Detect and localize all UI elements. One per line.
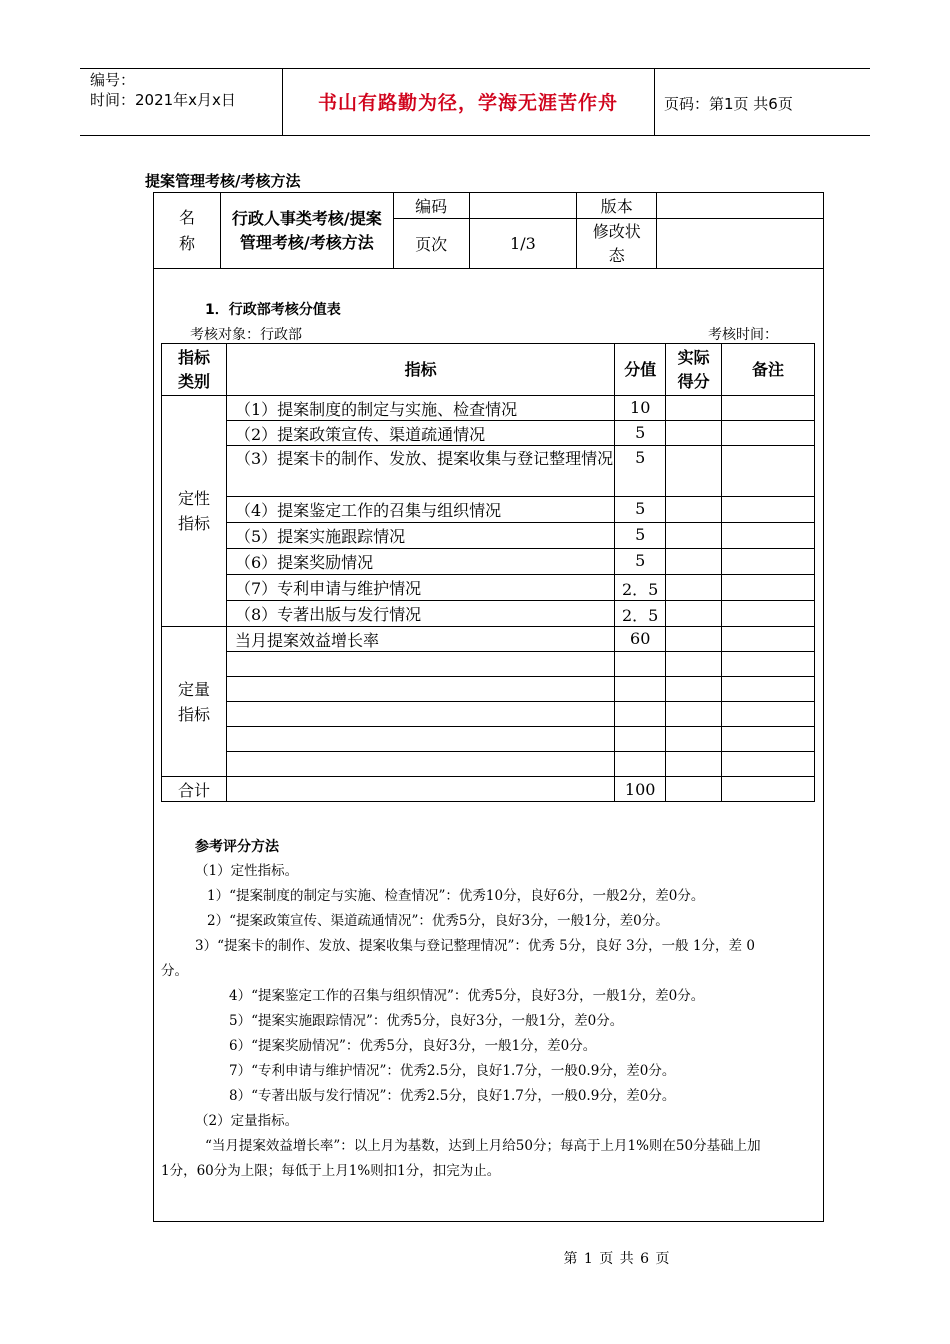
table-row [162,575,815,601]
quantitative-label: 定量指标 [177,679,210,724]
header-remark: 备注 [722,344,815,396]
info-name-value-cell [220,193,393,269]
score-cell: 2．5 [615,601,666,627]
table-row [162,727,815,752]
indicator-cell: （2）提案政策宣传、渠道疏通情况 [226,421,614,446]
indicator-cell: （3）提案卡的制作、发放、提案收集与登记整理情况 [226,446,614,497]
score-cell [615,727,666,752]
info-table [153,192,824,269]
table-row [162,523,815,549]
quantitative-label-cell [162,627,227,777]
actual-score-cell [666,523,722,549]
info-code-value [469,193,577,219]
remark-cell [722,446,815,497]
reference-title: 参考评分方法 [195,839,279,855]
reference-item-8: 8）“专著出版与发行情况”：优秀2.5分，良好1.7分，一般0.9分，差0分。 [229,1088,676,1104]
remark-cell [722,677,815,702]
header-top-rule [80,68,870,69]
header-actual: 实际得分 [677,347,710,391]
score-cell: 5 [615,497,666,523]
document-title: 提案管理考核/考核方法 [145,172,301,190]
indicator-cell [226,752,614,777]
header-time-label: 时间：2021年x月x日 [90,91,236,109]
table-row [162,396,815,421]
actual-score-cell [666,497,722,523]
info-name-value: 行政人事类考核/提案管理考核/考核方法 [231,208,382,252]
actual-score-cell [666,446,722,497]
reference-item-4: 4）“提案鉴定工作的召集与组织情况”：优秀5分，良好3分，一般1分，差0分。 [229,988,705,1004]
header-category-cell [162,344,227,396]
info-name-label-cell [154,193,221,269]
reference-item-2: 2）“提案政策宣传、渠道疏通情况”：优秀5分，良好3分，一般1分，差0分。 [207,913,669,929]
score-cell [615,702,666,727]
reference-quant-heading: （2）定量指标。 [195,1113,299,1129]
actual-score-cell [666,702,722,727]
reference-item-5: 5）“提案实施跟踪情况”：优秀5分，良好3分，一般1分，差0分。 [229,1013,624,1029]
indicator-cell: （7）专利申请与维护情况 [226,575,614,601]
header-category: 指标类别 [177,347,210,391]
score-cell: 10 [615,396,666,421]
table-row [162,677,815,702]
reference-item-1: 1）“提案制度的制定与实施、检查情况”：优秀10分，良好6分，一般2分，差0分。 [207,888,705,904]
section-title: 1．行政部考核分值表 [205,302,341,318]
actual-score-cell [666,421,722,446]
info-status-label-cell [577,219,657,269]
indicator-cell: （1）提案制度的制定与实施、检查情况 [226,396,614,421]
header-score: 分值 [615,344,666,396]
score-cell: 5 [615,523,666,549]
assessment-target: 考核对象：行政部 [190,327,302,343]
score-cell: 5 [615,421,666,446]
remark-cell [722,396,815,421]
table-row [162,627,815,652]
score-cell: 2．5 [615,575,666,601]
info-version-label: 版本 [577,193,657,219]
header-page-label: 页码：第1页 共6页 [664,95,793,113]
remark-cell [722,727,815,752]
qualitative-label: 定性指标 [177,489,210,533]
header-motto: 书山有路勤为径，学海无涯苦作舟 [317,92,618,114]
info-code-label: 编码 [393,193,469,219]
table-row [162,497,815,523]
indicator-cell [226,677,614,702]
reference-item-7: 7）“专利申请与维护情况”：优秀2.5分，良好1.7分，一般0.9分，差0分。 [229,1063,676,1079]
info-version-value [657,193,824,219]
info-status-value [657,219,824,269]
actual-score-cell [666,601,722,627]
header-actual-cell [666,344,722,396]
score-cell [615,677,666,702]
remark-cell [722,702,815,727]
actual-score-cell [666,396,722,421]
info-page-label: 页次 [393,219,469,269]
qualitative-label-cell [162,396,227,627]
indicator-cell [226,652,614,677]
table-row [162,601,815,627]
reference-item-3b: 分。 [161,963,188,979]
table-row [162,421,815,446]
actual-score-cell [666,677,722,702]
total-remark-cell [722,777,815,802]
total-label: 合计 [162,777,227,802]
remark-cell [722,752,815,777]
indicator-cell: （4）提案鉴定工作的召集与组织情况 [226,497,614,523]
header-bottom-rule [80,135,870,136]
header-divider-right [654,68,655,135]
reference-item-3a: 3）“提案卡的制作、发放、提案收集与登记整理情况”：优秀 5分，良好 3分，一般 1分，差 0 [195,938,755,954]
indicator-cell: （5）提案实施跟踪情况 [226,523,614,549]
total-score: 100 [615,777,666,802]
actual-score-cell [666,727,722,752]
table-row [162,702,815,727]
indicator-cell: （8）专著出版与发行情况 [226,601,614,627]
score-cell: 60 [615,627,666,652]
remark-cell [722,421,815,446]
remark-cell [722,523,815,549]
remark-cell [722,575,815,601]
actual-score-cell [666,652,722,677]
remark-cell [722,627,815,652]
reference-qual-heading: （1）定性指标。 [195,863,299,879]
score-cell [615,752,666,777]
actual-score-cell [666,575,722,601]
header-code-label: 编号： [90,71,136,89]
score-cell [615,652,666,677]
reference-item-6: 6）“提案奖励情况”：优秀5分，良好3分，一般1分，差0分。 [229,1038,597,1054]
indicator-cell [226,727,614,752]
info-page-value: 1/3 [469,219,577,269]
indicator-cell: （6）提案奖励情况 [226,549,614,575]
table-row [162,752,815,777]
score-table [161,343,815,802]
actual-score-cell [666,549,722,575]
actual-score-cell [666,627,722,652]
reference-quant-line-1: “当月提案效益增长率”：以上月为基数，达到上月给50分；每高于上月1%则在50分基础上加 [205,1138,761,1154]
total-indicator-cell [226,777,614,802]
table-row-total [162,777,815,802]
score-cell: 5 [615,446,666,497]
reference-quant-line-2: 1分，60分为上限；每低于上月1%则扣1分，扣完为止。 [161,1163,501,1179]
total-actual-cell [666,777,722,802]
info-name-label: 名称 [178,207,195,253]
header-meta [90,70,236,110]
table-row [162,652,815,677]
remark-cell [722,549,815,575]
info-status-label: 修改状态 [592,221,641,265]
table-row [162,446,815,497]
remark-cell [722,497,815,523]
header-indicator: 指标 [226,344,614,396]
assessment-time: 考核时间： [708,327,778,343]
remark-cell [722,652,815,677]
table-row [162,549,815,575]
actual-score-cell [666,752,722,777]
remark-cell [722,601,815,627]
page-footer: 第 1 页 共 6 页 [563,1251,671,1267]
score-cell: 5 [615,549,666,575]
indicator-cell [226,702,614,727]
indicator-cell: 当月提案效益增长率 [226,627,614,652]
